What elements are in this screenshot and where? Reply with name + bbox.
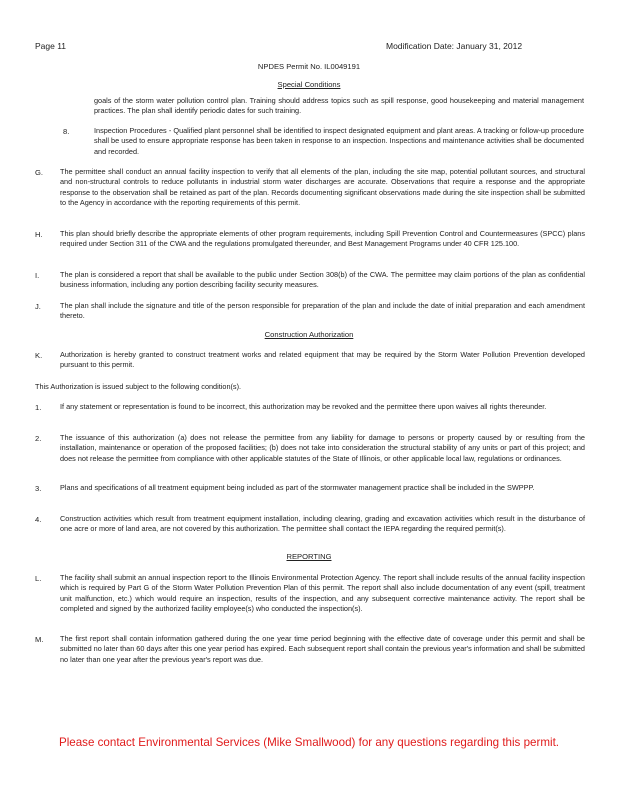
- construction-heading: Construction Authorization: [264, 330, 354, 339]
- page-number: Page 11: [35, 41, 67, 51]
- item-i-paragraph: The plan is considered a report that shall be available to the public under Section 308(b) of the CWA. The permittee may claim portions of the plan as confidential business information, including any portion describing facility security measures.: [60, 270, 585, 290]
- item-g-label: G.: [35, 168, 44, 177]
- item-h-label: H.: [35, 230, 43, 239]
- item-m-paragraph: The first report shall contain information gathered during the one year time period beginning with the effective date of coverage under this permit and shall be submitted no later than 60 days after this one year period has expired. Each subsequent report shall contain the previous year's information and shall be submitted no later than one year after the previous year's report was due.: [60, 634, 585, 664]
- condition-2-label: 2.: [35, 434, 42, 443]
- reporting-heading: REPORTING: [286, 552, 332, 561]
- item-j-paragraph: The plan shall include the signature and title of the person responsible for preparation of the plan and include the date of initial preparation and each amendment thereto.: [60, 301, 585, 321]
- permit-number: NPDES Permit No. IL0049191: [257, 62, 361, 71]
- authorization-subject: This Authorization is issued subject to the following condition(s).: [35, 382, 242, 391]
- item-8-paragraph: Inspection Procedures - Qualified plant personnel shall be identified to inspect designated equipment and plant areas. A tracking or follow-up procedure shall be used to ensure appropriate response has been taken in response to an inspection. Inspections and maintenance activities shall be documented and recorded.: [94, 126, 584, 156]
- condition-4-label: 4.: [35, 515, 42, 524]
- item-k-paragraph: Authorization is hereby granted to construct treatment works and related equipment that may be required by the Storm Water Pollution Prevention developed pursuant to this permit.: [60, 350, 585, 370]
- condition-1-paragraph: If any statement or representation is found to be incorrect, this authorization may be revoked and the permittee there upon waives all rights thereunder.: [60, 402, 547, 411]
- item-k-label: K.: [35, 351, 43, 360]
- item-l-label: L.: [35, 574, 42, 583]
- item-g-paragraph: The permittee shall conduct an annual facility inspection to verify that all elements of the plan, including the site map, potential pollutant sources, and structural and non-structural controls to reduce pollutants in industrial storm water discharges are accurate. Observations that require a response and the appropriate response to the observation shall be retained as part of the plan. Records documenting significant observations made during the site inspection shall be submitted to the Agency in accordance with the reporting requirements of this permit.: [60, 167, 585, 208]
- item-j-label: J.: [35, 302, 41, 311]
- item-h-paragraph: This plan should briefly describe the appropriate elements of other program requirements, including Spill Prevention Control and Countermeasures (SPCC) plans required under Section 311 of the CWA and the regulations promulgated thereunder, and Best Management Programs under 40 CFR 125.100.: [60, 229, 585, 249]
- modification-date: Modification Date: January 31, 2012: [386, 41, 523, 51]
- item-l-paragraph: The facility shall submit an annual inspection report to the Illinois Environmental Protection Agency. The report shall include results of the annual facility inspection which is required by Part G of the Storm Water Pollution Prevention Plan of this permit. The report shall also include documentation of any event (spill, treatment unit malfunction, etc.) which would require an inspection, results of the inspection, and any subsequent corrective maintenance activity. The report shall be completed and signed by the authorized facility employee(s) who conducted the inspection(s).: [60, 573, 585, 614]
- condition-3-label: 3.: [35, 484, 42, 493]
- condition-2-paragraph: The issuance of this authorization (a) does not release the permittee from any liability for damage to persons or property caused by or resulting from the installation, maintenance or operation of the proposed facilities; (b) does not take into consideration the structural stability of any units or part of this project; and does not release the permittee from compliance with other applicable statutes of the State of Illinois, or other applicable local law, regulations or ordinances.: [60, 433, 585, 463]
- training-paragraph: goals of the storm water pollution control plan. Training should address topics such as spill response, good housekeeping and material management practices. The plan shall identify periodic dates for such training.: [94, 96, 584, 116]
- condition-3-paragraph: Plans and specifications of all treatment equipment being included as part of the stormwater management practice shall be included in the SWPPP.: [60, 483, 535, 492]
- item-8-label: 8.: [63, 127, 70, 136]
- contact-notice: Please contact Environmental Services (Mike Smallwood) for any questions regarding this permit.: [58, 736, 560, 749]
- section-title: Special Conditions: [277, 80, 341, 89]
- condition-1-label: 1.: [35, 403, 42, 412]
- item-m-label: M.: [35, 635, 44, 644]
- condition-4-paragraph: Construction activities which result from treatment equipment installation, including clearing, grading and excavation activities which result in the disturbance of one acre or more of land area, are not covered by this authorization. The permittee shall contact the IEPA regarding the required permit(s).: [60, 514, 585, 534]
- item-i-label: I.: [35, 271, 40, 280]
